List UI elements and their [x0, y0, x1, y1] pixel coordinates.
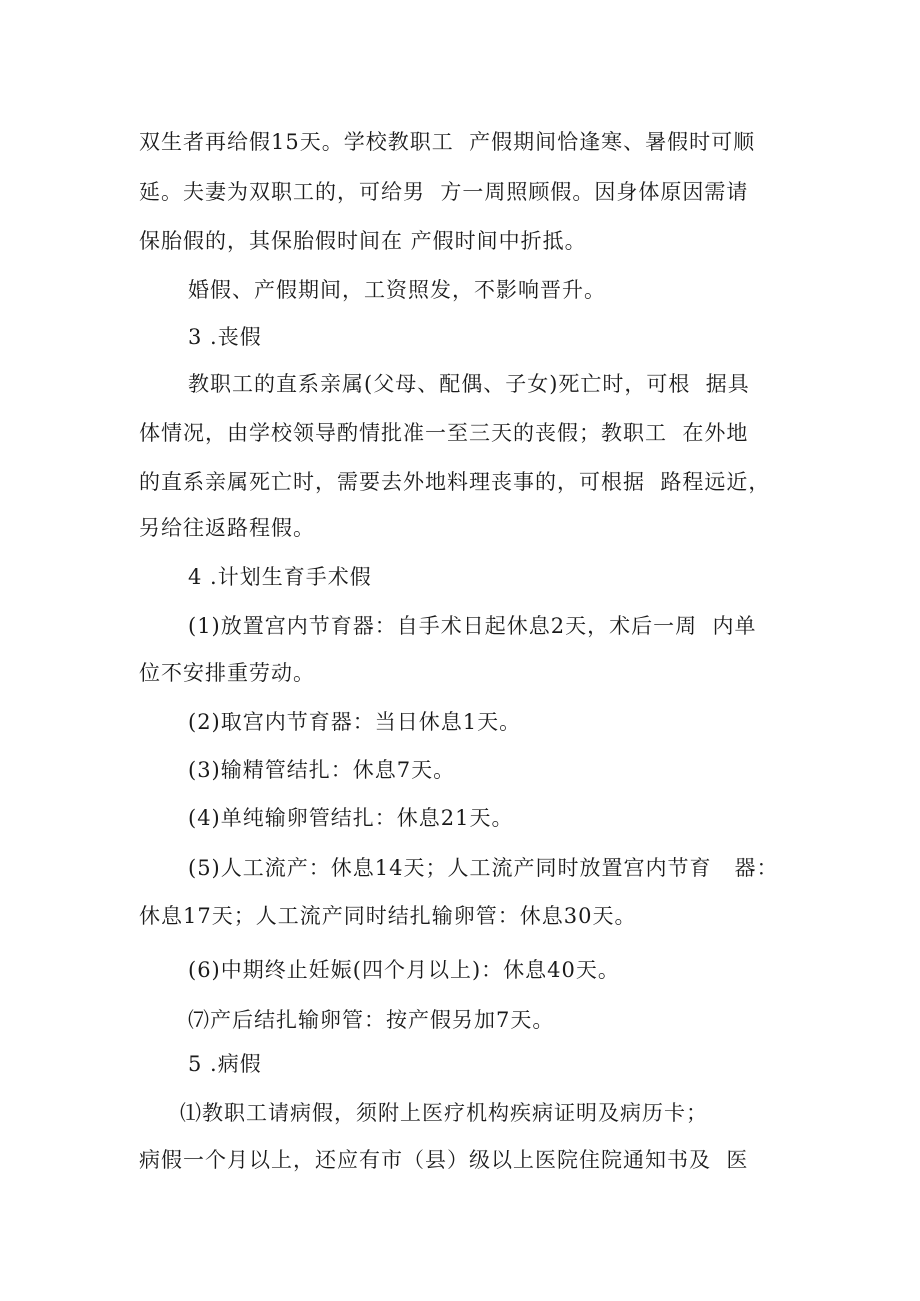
paragraph-line: 病假一个月以上，还应有市（县）级以上医院住院通知书及 医 [139, 1148, 749, 1172]
list-item: ⑺产后结扎输卵管：按产假另加7天。 [188, 1008, 555, 1032]
paragraph-line: 另给往返路程假。 [139, 516, 315, 540]
paragraph-line: 婚假、产假期间，工资照发，不影响晋升。 [188, 278, 606, 302]
section-heading: 3 .丧假 [188, 325, 262, 349]
paragraph-line: 延。夫妻为双职工的，可给男 方一周照顾假。因身体原因需请 [139, 180, 749, 204]
section-heading: 5 .病假 [188, 1052, 262, 1076]
paragraph-line: 位不安排重劳动。 [139, 661, 315, 685]
list-item: (4)单纯输卵管结扎：休息21天。 [188, 806, 514, 830]
paragraph-line: 休息17天；人工流产同时结扎输卵管：休息30天。 [139, 904, 637, 928]
list-item: (3)输精管结扎：休息7天。 [188, 758, 456, 782]
paragraph-line: 保胎假的，其保胎假时间在 产假时间中折抵。 [139, 229, 587, 253]
section-heading: 4 .计划生育手术假 [188, 565, 372, 589]
list-item: (2)取宫内节育器：当日休息1天。 [188, 710, 522, 734]
list-item: (6)中期终止妊娠(四个月以上)：休息40天。 [188, 958, 620, 982]
paragraph-line: 教职工的直系亲属(父母、配偶、子女)死亡时，可根 据具 [188, 372, 750, 396]
list-item: (5)人工流产：休息14天；人工流产同时放置宫内节育 器： [188, 856, 779, 880]
paragraph-line: 的直系亲属死亡时，需要去外地料理丧事的，可根据 路程远近， [139, 470, 771, 494]
paragraph-line: 双生者再给假15天。学校教职工 产假期间恰逢寒、暑假时可顺 [139, 130, 756, 154]
list-item: ⑴教职工请病假，须附上医疗机构疾病证明及病历卡； [180, 1101, 708, 1125]
paragraph-line: 体情况，由学校领导酌情批准一至三天的丧假；教职工 在外地 [139, 421, 749, 445]
list-item: (1)放置宫内节育器：自手术日起休息2天，术后一周 内单 [188, 614, 757, 638]
